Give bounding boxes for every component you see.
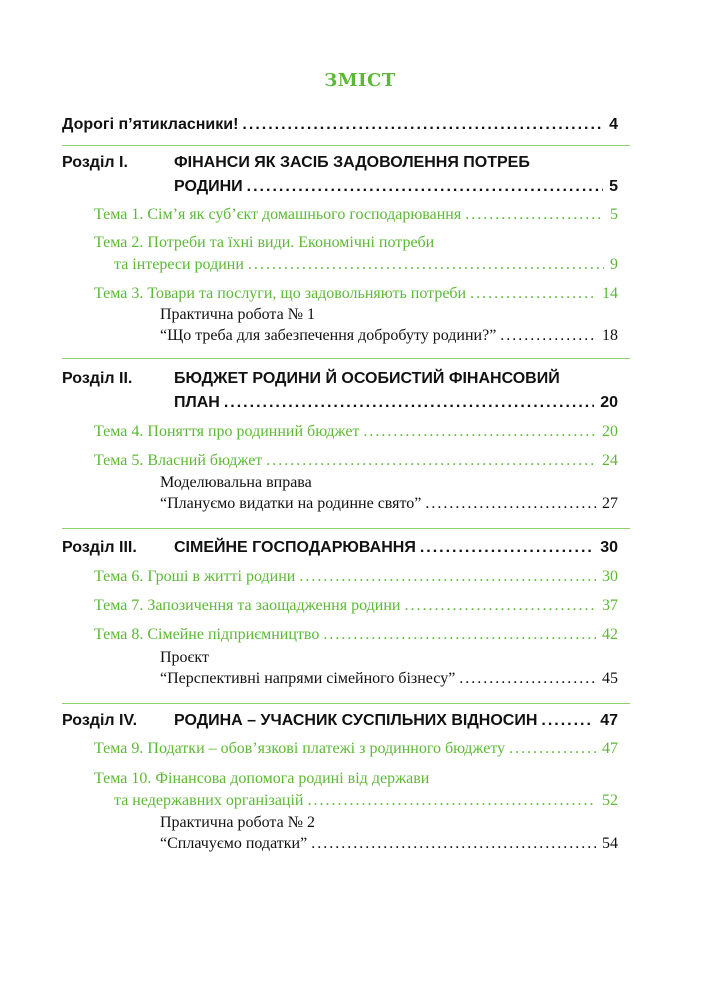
leader-dots — [465, 206, 604, 224]
topic-title: Тема 4. Поняття про родинний бюджет — [94, 423, 360, 440]
topic-2[interactable] — [94, 234, 618, 252]
page-number: 20 — [600, 394, 618, 411]
leader-dots — [404, 597, 596, 615]
project-title[interactable] — [160, 670, 618, 688]
practical-work-2[interactable] — [160, 814, 618, 832]
section-heading-3[interactable] — [62, 539, 618, 557]
extra-label: Практична робота № 2 — [160, 814, 315, 831]
section-label: Розділ І. — [62, 154, 128, 171]
page-number: 37 — [602, 597, 618, 614]
divider — [62, 703, 630, 704]
leader-dots — [500, 327, 596, 345]
topic-title: Тема 6. Гроші в житті родини — [94, 568, 296, 585]
toc-intro-text: Дорогі п’ятикласники! — [62, 116, 239, 133]
page-title: ЗМІСТ — [324, 70, 396, 91]
extra-label: Практична робота № 1 — [160, 306, 315, 323]
topic-title: Тема 3. Товари та послуги, що задовольняють потреби — [94, 285, 467, 302]
toc-intro-entry[interactable] — [62, 116, 618, 134]
topic-2-cont[interactable] — [114, 256, 618, 274]
topic-title: Тема 1. Сім’я як суб’єкт домашнього господарювання — [94, 206, 462, 223]
divider — [62, 145, 630, 146]
section-heading-2-cont[interactable] — [174, 394, 618, 412]
modeling-exercise[interactable] — [160, 474, 618, 492]
topic-3[interactable] — [94, 285, 618, 303]
topic-8[interactable] — [94, 626, 618, 644]
leader-dots — [311, 835, 596, 853]
section-label: Розділ ІІІ. — [62, 539, 137, 556]
divider — [62, 358, 630, 359]
leader-dots — [425, 495, 596, 513]
topic-title: Тема 10. Фінансова допомога родині від держави — [94, 770, 430, 787]
extra-title: “Плануємо видатки на родинне свято” — [160, 495, 422, 512]
topic-title: Тема 7. Запозичення та заощадження родини — [94, 597, 401, 614]
topic-9[interactable] — [94, 740, 618, 758]
page-number: 54 — [602, 835, 618, 852]
section-title: ФІНАНСИ ЯК ЗАСІБ ЗАДОВОЛЕННЯ ПОТРЕБ — [174, 154, 530, 171]
topic-1[interactable] — [94, 206, 618, 224]
page-number: 20 — [602, 423, 618, 440]
leader-dots — [248, 256, 604, 274]
page-number: 47 — [600, 712, 618, 729]
section-title: СІМЕЙНЕ ГОСПОДАРЮВАННЯ — [174, 539, 416, 556]
practical-work-2-title[interactable] — [160, 835, 618, 853]
page-number: 9 — [610, 256, 618, 273]
leader-dots — [224, 394, 594, 412]
page-number: 27 — [602, 495, 618, 512]
leader-dots — [307, 792, 596, 810]
section-title-cont: ПЛАН — [174, 394, 220, 411]
topic-6[interactable] — [94, 568, 618, 586]
topic-title: Тема 2. Потреби та їхні види. Економічні потреби — [94, 234, 435, 251]
leader-dots — [323, 626, 596, 644]
leader-dots — [242, 116, 603, 134]
leader-dots — [363, 423, 596, 441]
page-number: 47 — [602, 740, 618, 757]
topic-title-cont: та інтереси родини — [114, 256, 244, 273]
section-heading-1-cont[interactable] — [174, 178, 618, 196]
leader-dots — [266, 452, 596, 470]
page-number: 30 — [602, 568, 618, 585]
page-number: 14 — [602, 285, 618, 302]
leader-dots — [459, 670, 596, 688]
extra-label: Проєкт — [160, 649, 209, 666]
topic-title: Тема 9. Податки – обов’язкові платежі з родинного бюджету — [94, 740, 506, 757]
page-number: 52 — [602, 792, 618, 809]
page-number: 24 — [602, 452, 618, 469]
extra-title: “Що треба для забезпечення добробуту родини?” — [160, 327, 497, 344]
section-heading-2[interactable] — [62, 370, 618, 388]
page-number: 45 — [602, 670, 618, 687]
section-heading-4[interactable] — [62, 712, 618, 730]
topic-10[interactable] — [94, 770, 618, 788]
leader-dots — [247, 178, 603, 196]
section-title-cont: РОДИНИ — [174, 178, 243, 195]
leader-dots — [420, 539, 594, 557]
page-number: 30 — [600, 539, 618, 556]
leader-dots — [470, 285, 596, 303]
leader-dots — [509, 740, 596, 758]
practical-work-1[interactable] — [160, 306, 618, 324]
project[interactable] — [160, 649, 618, 667]
extra-title: “Сплачуємо податки” — [160, 835, 308, 852]
divider — [62, 528, 630, 529]
topic-title-cont: та недержавних організацій — [114, 792, 304, 809]
topic-4[interactable] — [94, 423, 618, 441]
page-number: 4 — [609, 116, 618, 133]
section-title: РОДИНА – УЧАСНИК СУСПІЛЬНИХ ВІДНОСИН — [174, 712, 538, 729]
section-heading-1[interactable] — [62, 154, 618, 172]
extra-title: “Перспективні напрями сімейного бізнесу” — [160, 670, 456, 687]
page-number: 5 — [610, 206, 618, 223]
section-label: Розділ IV. — [62, 712, 138, 729]
practical-work-1-title[interactable] — [160, 327, 618, 345]
page-number: 5 — [609, 178, 618, 195]
leader-dots — [299, 568, 596, 586]
modeling-exercise-title[interactable] — [160, 495, 618, 513]
extra-label: Моделювальна вправа — [160, 474, 312, 491]
topic-10-cont[interactable] — [114, 792, 618, 810]
page-number: 18 — [602, 327, 618, 344]
leader-dots — [541, 712, 594, 730]
page-number: 42 — [602, 626, 618, 643]
topic-7[interactable] — [94, 597, 618, 615]
section-label: Розділ ІІ. — [62, 370, 133, 387]
section-title: БЮДЖЕТ РОДИНИ Й ОСОБИСТИЙ ФІНАНСОВИЙ — [174, 370, 560, 387]
topic-title: Тема 5. Власний бюджет — [94, 452, 263, 469]
topic-5[interactable] — [94, 452, 618, 470]
topic-title: Тема 8. Сімейне підприємництво — [94, 626, 320, 643]
